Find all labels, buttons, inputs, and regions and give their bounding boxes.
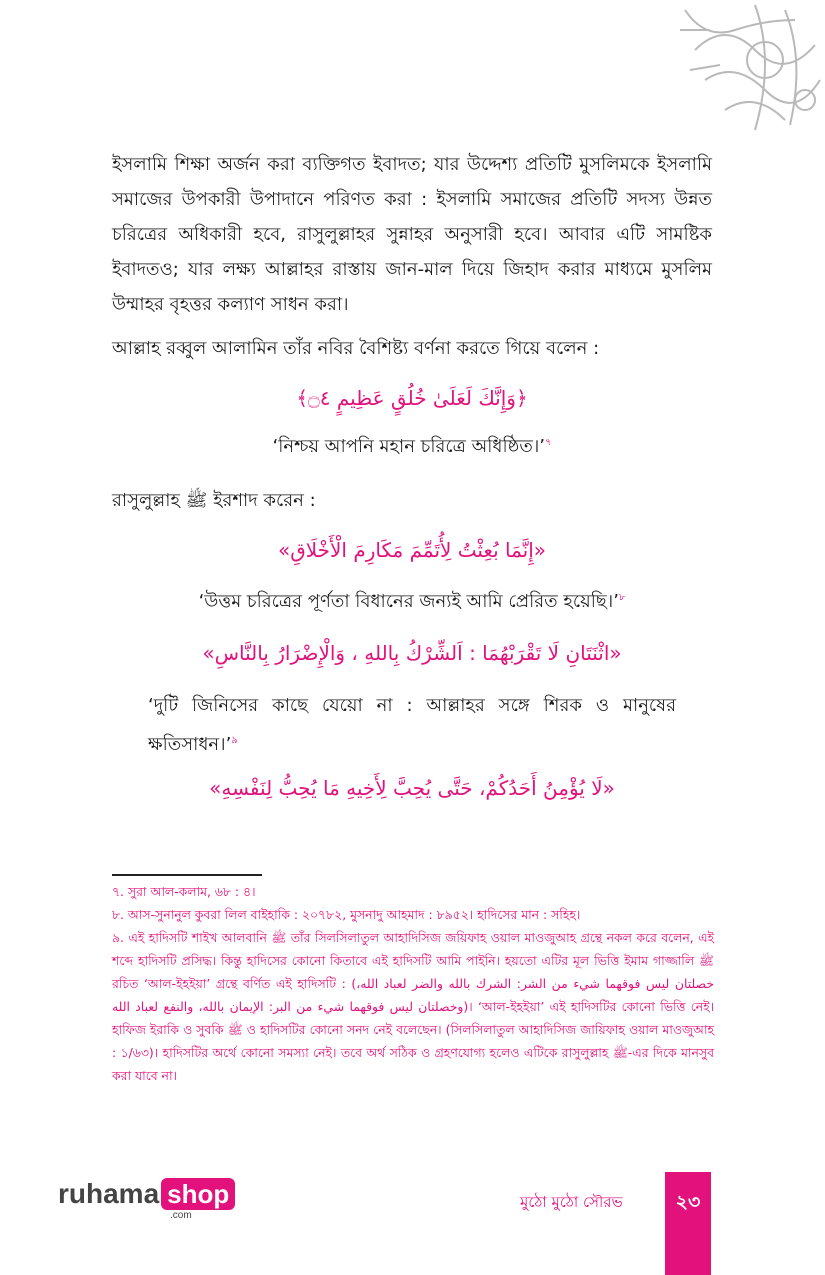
logo-domain: .com [170, 1210, 192, 1221]
hadith-2-arabic: «اثْنَتَانِ لَا تَقْرَبْهُمَا : اَلشِّرْكُ بِاللهِ ، وَالْإِضْرَارُ بِالنَّاسِ» [202, 641, 622, 665]
calligraphy-ornament-icon [665, 0, 825, 140]
quran-intro-line: আল্লাহ রব্বুল আলামিন তাঁর নবির বৈশিষ্ট্য বর্ণনা করতে গিয়ে বলেন : [112, 338, 600, 359]
footnotes [112, 880, 714, 1087]
footnote-ref-7: ৭ [544, 437, 552, 448]
publisher-logo [58, 1178, 235, 1221]
hadith-intro-line: রাসুলুল্লাহ ﷺ ইরশাদ করেন : [112, 490, 316, 511]
footnote-9: ৯. এই হাদিসটি শাইখ আলবানি ﷺ তাঁর সিলসিলাতুল আহাদিসিজ জয়িফাহ ওয়াল মাওজুআহ গ্রন্থে নকল করে বলেন, এই শব্দে হাদিসটি প্রসিদ্ধ। কিন্তু হাদিসের কোনো কিতাবে এই হাদিসটি আমি পাইনি। হয়তো এটির মূল ভিত্তি ইমাম গাজ্জালি ﷺ রচিত ‘আল-ইহইয়া’ গ্রন্থে বর্ণিত এই হাদিসটি : (خصلتان ليس فوقهما شيء من الشر: الشرك بالله والضر لعباد الله، وخصلتان ليس فوقهما شيء من البر: الإيمان بالله، والنفع لعباد الله)। ‘আল-ইহইয়া’ এই হাদিসটির কোনো ভিত্তি নেই। হাফিজ ইরাকি ও সুবকি ﷺ ও হাদিসটির কোনো সনদ নেই বলেছেন। (সিলসিলাতুল আহাদিসিজ জায়িফাহ ওয়াল মাওজুআহ : ১/৬৩)। হাদিসটির অর্থে কোনো সমস্যা নেই। তবে অর্থ সঠিক ও গ্রহণযোগ্য হলেও এটিকে রাসুলুল্লাহ ﷺ-এর দিকে মানসুব করা যাবে না। [112, 930, 715, 1083]
hadith-2-translation [148, 688, 676, 762]
hadith-1-translation [112, 587, 712, 618]
hadith-1-translation-text: ‘উত্তম চরিত্রের পূর্ণতা বিধানের জন্যই আমি প্রেরিত হয়েছি।’ [198, 591, 619, 612]
page-number: ২৩ [675, 1191, 701, 1213]
footnote-8: ৮. আস-সুনানুল কুবরা লিল বাইহাকি : ২০৭৮২, মুসনাদু আহমাদ : ৮৯৫২। হাদিসের মান : সহিহ। [112, 907, 581, 922]
logo-word: ruhama [58, 1178, 160, 1209]
quran-translation-text: ‘নিশ্চয় আপনি মহান চরিত্রে অধিষ্ঠিত।’ [272, 436, 545, 457]
quran-verse-arabic: ﴿وَإِنَّكَ لَعَلَىٰ خُلُقٍ عَظِيمٍ ۝٤﴾ [296, 386, 528, 410]
hadith-1-arabic: «إِنَّمَا بُعِثْتُ لِأُتَمِّمَ مَكَارِمَ الْأَخْلَاقِ» [277, 538, 547, 562]
logo-shop-box: shop [161, 1178, 235, 1210]
footnote-ref-9: ৯ [231, 735, 238, 746]
footnote-7: ৭. সুরা আল-কলাম, ৬৮ : ৪। [112, 884, 256, 899]
hadith-3-arabic: «لَا يُؤْمِنُ أَحَدُكُمْ، حَتَّى يُحِبَّ لِأَخِيهِ مَا يُحِبُّ لِنَفْسِهِ» [209, 776, 615, 800]
footnote-divider [112, 874, 262, 876]
footnote-ref-8: ৮ [618, 592, 626, 603]
hadith-2-translation-text: ‘দুটি জিনিসের কাছে যেয়ো না : আল্লাহর সঙ্গে শিরক ও মানুষের ক্ষতিসাধন।’ [148, 695, 676, 755]
intro-paragraph: ইসলামি শিক্ষা অর্জন করা ব্যক্তিগত ইবাদত; যার উদ্দেশ্য প্রতিটি মুসলিমকে ইসলামি সমাজের উপকারী উপাদানে পরিণত করা : ইসলামি সমাজের প্রতিটি সদস্য উন্নত চরিত্রের অধিকারী হবে, রাসুলুল্লাহর সুন্নাহর অনুসারী হবে। আবার এটি সামষ্টিক ইবাদতও; যার লক্ষ্য আল্লাহর রাস্তায় জান-মাল দিয়ে জিহাদ করার মাধ্যমে মুসলিম উম্মাহর বৃহত্তর কল্যাণ সাধন করা। [112, 154, 712, 315]
quran-verse-translation [112, 432, 712, 463]
running-book-title: মুঠো মুঠো সৌরভ [520, 1193, 623, 1211]
